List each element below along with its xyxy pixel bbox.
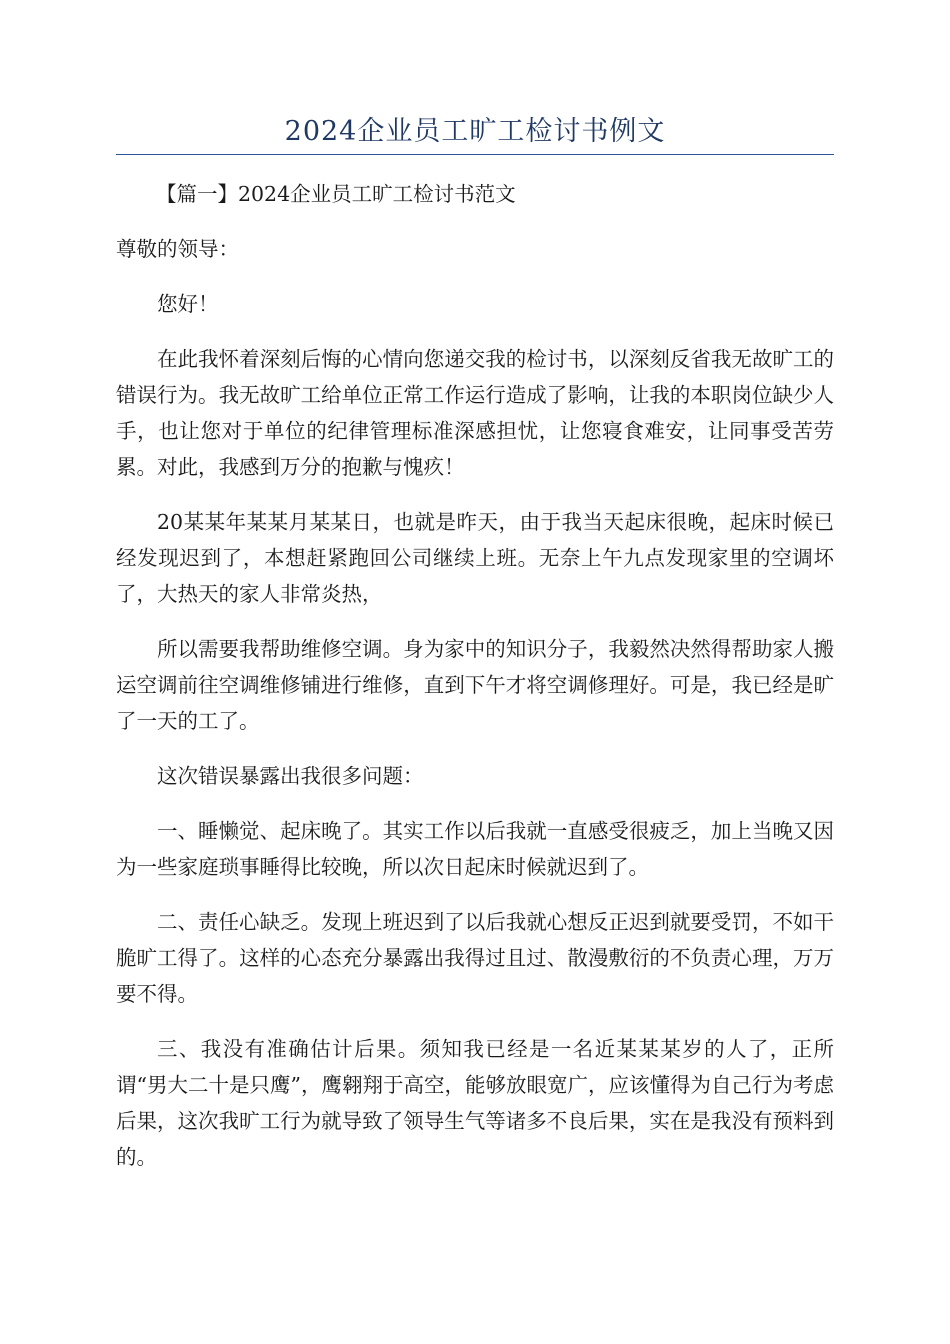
document-title: 2024企业员工旷工检讨书例文	[284, 116, 666, 147]
paragraph: 20某某年某某月某某日，也就是昨天，由于我当天起床很晚，起床时候已经发现迟到了，本想赶紧跑回公司继续上班。无奈上午九点发现家里的空调坏了，大热天的家人非常炎热，	[116, 510, 834, 606]
salutation: 尊敬的领导：	[116, 237, 239, 261]
title-underline	[116, 154, 834, 155]
paragraph: 一、睡懒觉、起床晚了。其实工作以后我就一直感受很疲乏，加上当晚又因为一些家庭琐事睡得比较晚，所以次日起床时候就迟到了。	[116, 819, 834, 879]
document-body	[116, 176, 834, 1194]
paragraph: 这次错误暴露出我很多问题：	[157, 764, 424, 788]
paragraph: 所以需要我帮助维修空调。身为家中的知识分子，我毅然决然得帮助家人搬运空调前往空调维修铺进行维修，直到下午才将空调修理好。可是，我已经是旷了一天的工了。	[116, 637, 834, 733]
paragraph: 三、我没有准确估计后果。须知我已经是一名近某某某岁的人了，正所谓“男大二十是只鹰”，鹰翱翔于高空，能够放眼宽广，应该懂得为自己行为考虑后果，这次我旷工行为就导致了领导生气等诸多不良后果，实在是我没有预料到的。	[116, 1037, 834, 1169]
greeting: 您好！	[157, 292, 219, 316]
paragraph: 二、责任心缺乏。发现上班迟到了以后我就心想反正迟到就要受罚，不如干脆旷工得了。这样的心态充分暴露出我得过且过、散漫敷衍的不负责心理，万万要不得。	[116, 910, 834, 1006]
section-heading: 【篇一】2024企业员工旷工检讨书范文	[155, 182, 516, 206]
paragraph: 在此我怀着深刻后悔的心情向您递交我的检讨书，以深刻反省我无故旷工的错误行为。我无故旷工给单位正常工作运行造成了影响，让我的本职岗位缺少人手，也让您对于单位的纪律管理标准深感担忧，让您寝食难安，让同事受苦劳累。对此，我感到万分的抱歉与愧疚！	[116, 347, 834, 479]
